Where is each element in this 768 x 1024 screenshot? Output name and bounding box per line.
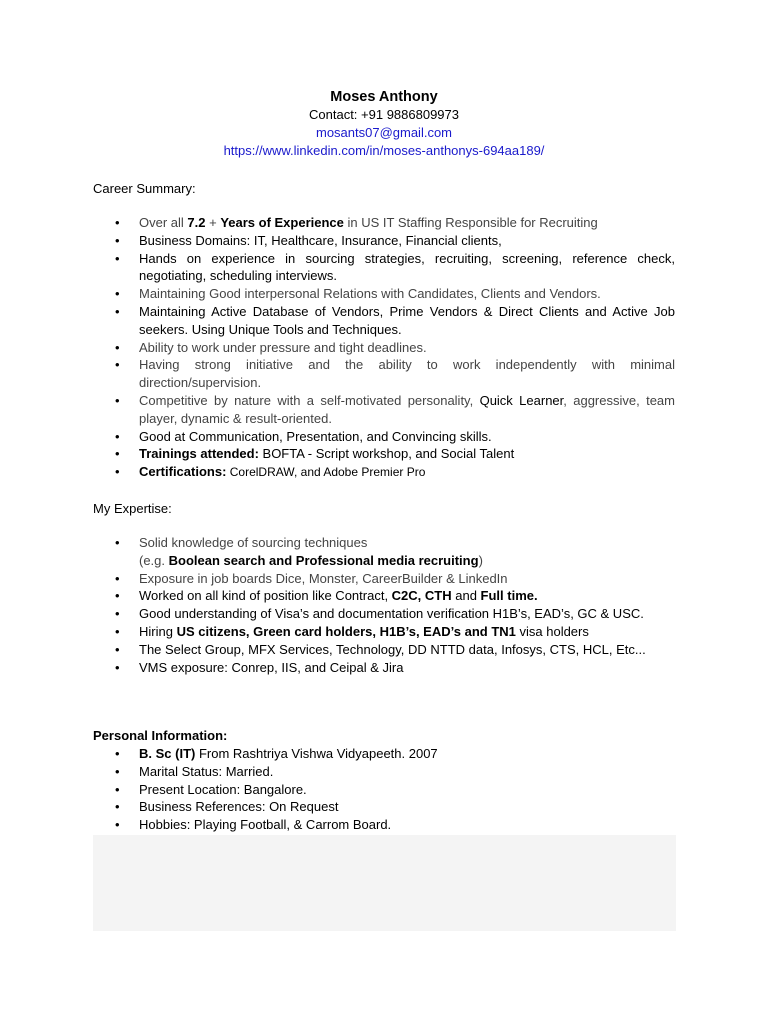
career-summary-list xyxy=(93,214,675,482)
list-item: • Hands on experience in sourcing strategies, recruiting, screening, reference check, negotiating, scheduling interviews. xyxy=(93,250,675,286)
expertise-list xyxy=(93,534,675,676)
list-item: • Certifications: CorelDRAW, and Adobe Premier Pro xyxy=(93,463,675,482)
email-link[interactable]: mosants07@gmail.com xyxy=(315,125,453,140)
list-item: • Marital Status: Married. xyxy=(93,763,675,781)
list-item: • Competitive by nature with a self-motivated personality, Quick Learner, aggressive, team player, dynamic & result-oriented. xyxy=(93,392,675,428)
list-item: • Good at Communication, Presentation, and Convincing skills. xyxy=(93,428,675,446)
linkedin-link[interactable]: https://www.linkedin.com/in/moses-anthonys-694aa189/ xyxy=(223,143,545,158)
career-summary-heading: Career Summary: xyxy=(93,181,196,196)
candidate-name: Moses Anthony xyxy=(330,89,438,105)
list-item: • Hobbies: Playing Football, & Carrom Board. xyxy=(93,816,675,834)
list-item: • Ability to work under pressure and tight deadlines. xyxy=(93,339,675,357)
list-item: • Worked on all kind of position like Contract, C2C, CTH and Full time. xyxy=(93,587,675,605)
personal-info-heading: Personal Information: xyxy=(93,728,228,743)
list-item: • B. Sc (IT) From Rashtriya Vishwa Vidyapeeth. 2007 xyxy=(93,745,675,763)
contact-phone: Contact: +91 9886809973 xyxy=(309,107,459,122)
list-item: • Having strong initiative and the ability to work independently with minimal direction/supervision. xyxy=(93,356,675,392)
list-item: • The Select Group, MFX Services, Technology, DD NTTD data, Infosys, CTS, HCL, Etc... xyxy=(93,641,675,659)
personal-info-list xyxy=(93,745,675,834)
list-item: • Over all 7.2 + Years of Experience in US IT Staffing Responsible for Recruiting xyxy=(93,214,675,232)
expertise-heading: My Expertise: xyxy=(93,501,172,516)
blank-footer-area xyxy=(93,835,676,931)
list-item: • Trainings attended: BOFTA - Script workshop, and Social Talent xyxy=(93,445,675,463)
list-item: • Solid knowledge of sourcing techniques (e.g. Boolean search and Professional media recruiting) xyxy=(93,534,675,570)
list-item: • Present Location: Bangalore. xyxy=(93,781,675,799)
list-item: • Good understanding of Visa’s and documentation verification H1B’s, EAD’s, GC & USC. xyxy=(93,605,675,623)
list-item: • Business References: On Request xyxy=(93,798,675,816)
resume-header xyxy=(0,88,768,160)
list-item: • Business Domains: IT, Healthcare, Insurance, Financial clients, xyxy=(93,232,675,250)
list-item: • Hiring US citizens, Green card holders, H1B’s, EAD’s and TN1 visa holders xyxy=(93,623,675,641)
list-item: • Maintaining Active Database of Vendors, Prime Vendors & Direct Clients and Active Job seekers. Using Unique Tools and Techniques. xyxy=(93,303,675,339)
list-item: • Maintaining Good interpersonal Relations with Candidates, Clients and Vendors. xyxy=(93,285,675,303)
list-item: • Exposure in job boards Dice, Monster, CareerBuilder & LinkedIn xyxy=(93,570,675,588)
list-item: • VMS exposure: Conrep, IIS, and Ceipal & Jira xyxy=(93,659,675,677)
